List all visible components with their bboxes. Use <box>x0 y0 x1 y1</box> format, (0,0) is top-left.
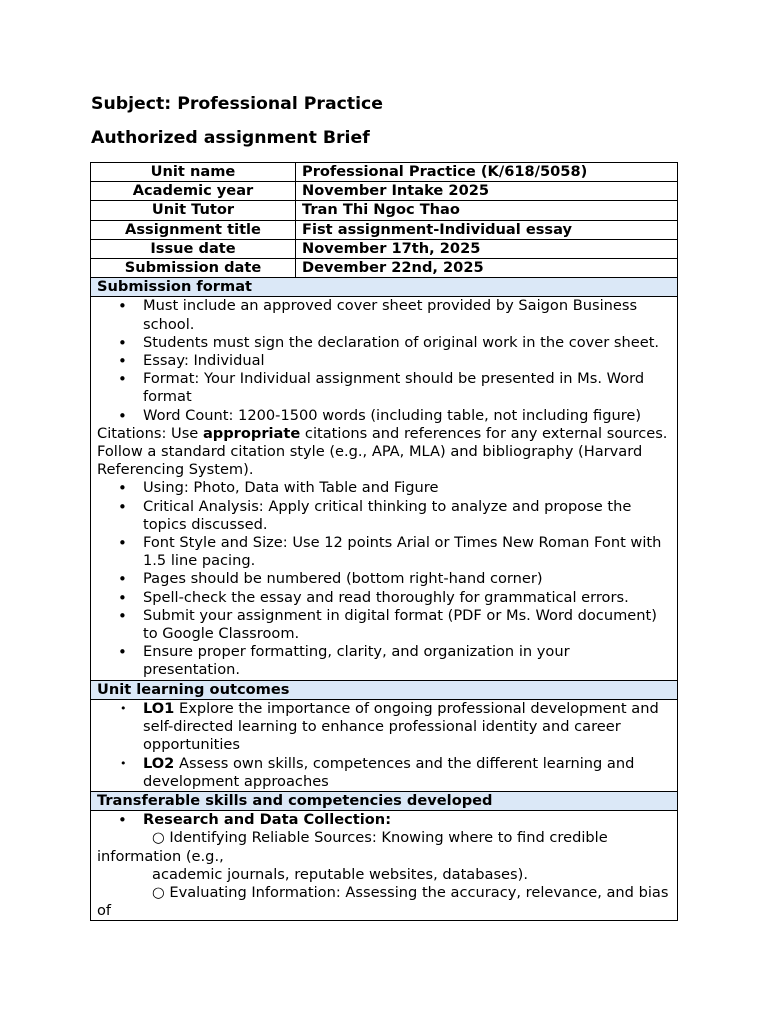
learning-outcomes-heading: Unit learning outcomes <box>91 680 678 699</box>
list-item <box>97 811 671 829</box>
lo2-text: Assess own skills, competences and the different learning and development approaches <box>143 754 635 790</box>
transferable-line-2: academic journals, reputable websites, databases). <box>152 865 528 883</box>
learning-outcomes-body-row <box>91 699 678 791</box>
learning-outcomes-body <box>91 699 678 791</box>
submission-date-label: Submission date <box>91 259 296 278</box>
transferable-list <box>97 811 671 829</box>
lo2-code: LO2 <box>143 754 175 772</box>
unit-name-label: Unit name <box>91 163 296 182</box>
transferable-line-1 <box>97 829 671 865</box>
brief-title: Authorized assignment Brief <box>91 128 370 148</box>
list-item-lo2 <box>97 755 671 791</box>
list-item: • Font Style and Size: Use 12 points Arial or Times New Roman Font with 1.5 line pacing. <box>97 534 671 570</box>
lo1-text: Explore the importance of ongoing professional development and self-directed learning to enhance professional identity and career opportunities <box>143 699 659 754</box>
submission-bullets-a <box>97 297 671 424</box>
submission-format-heading: Submission format <box>91 278 678 297</box>
submission-format-body-row <box>91 297 678 680</box>
row-unit-name <box>91 163 678 182</box>
academic-year-label: Academic year <box>91 182 296 201</box>
unit-name-value: Professional Practice (K/618/5058) <box>296 163 678 182</box>
subject-heading: Subject: Professional Practice <box>91 94 384 114</box>
transferable-header-row <box>91 791 678 810</box>
transferable-body-row <box>91 811 678 921</box>
row-academic-year <box>91 182 678 201</box>
list-item: • Essay: Individual <box>97 352 671 370</box>
learning-outcomes-list <box>97 700 671 791</box>
submission-bullets-b <box>97 479 671 679</box>
unit-tutor-label: Unit Tutor <box>91 201 296 220</box>
list-item: • Must include an approved cover sheet provided by Saigon Business school. <box>97 297 671 333</box>
submission-format-body <box>91 297 678 680</box>
issue-date-label: Issue date <box>91 239 296 258</box>
transferable-line-3 <box>97 884 671 920</box>
issue-date-value: November 17th, 2025 <box>296 239 678 258</box>
citations-bold: appropriate <box>202 424 301 442</box>
list-item: • Submit your assignment in digital format (PDF or Ms. Word document) to Google Classroom. <box>97 607 671 643</box>
transferable-line-3-text: ○ Evaluating Information: Assessing the accuracy, relevance, and bias of <box>97 883 669 920</box>
row-unit-tutor <box>91 201 678 220</box>
submission-format-header-row <box>91 278 678 297</box>
list-item: • Critical Analysis: Apply critical thinking to analyze and propose the topics discussed. <box>97 498 671 534</box>
list-item: • Spell-check the essay and read thoroughly for grammatical errors. <box>97 589 671 607</box>
citations-prefix: Citations: Use <box>97 424 203 442</box>
list-item: • Format: Your Individual assignment should be presented in Ms. Word format <box>97 370 671 406</box>
lo1-code: LO1 <box>143 699 175 717</box>
transferable-body <box>91 811 678 921</box>
learning-outcomes-header-row <box>91 680 678 699</box>
assignment-title-value: Fist assignment-Individual essay <box>296 220 678 239</box>
unit-tutor-value: Tran Thi Ngoc Thao <box>296 201 678 220</box>
academic-year-value: November Intake 2025 <box>296 182 678 201</box>
submission-date-value: Devember 22nd, 2025 <box>296 259 678 278</box>
row-assignment-title <box>91 220 678 239</box>
list-item-lo1 <box>97 700 671 755</box>
row-submission-date <box>91 259 678 278</box>
row-issue-date <box>91 239 678 258</box>
list-item: • Pages should be numbered (bottom right-hand corner) <box>97 570 671 588</box>
citations-suffix: citations and references for any external sources. Follow a standard citation style (e.g., APA, MLA) and bibliography (Harvard Referencing System). <box>97 424 668 479</box>
assignment-title-label: Assignment title <box>91 220 296 239</box>
transferable-heading: Transferable skills and competencies developed <box>91 791 678 810</box>
assignment-brief-table <box>90 162 678 921</box>
list-item: • Students must sign the declaration of original work in the cover sheet. <box>97 334 671 352</box>
list-item: • Using: Photo, Data with Table and Figure <box>97 479 671 497</box>
list-item: • Ensure proper formatting, clarity, and organization in your presentation. <box>97 643 671 679</box>
transferable-line-1-text: ○ Identifying Reliable Sources: Knowing where to find credible information (e.g., <box>97 829 608 865</box>
citations-paragraph <box>97 425 671 480</box>
list-item: • Word Count: 1200-1500 words (including table, not including figure) <box>97 407 671 425</box>
research-bullet: Research and Data Collection: <box>143 811 392 829</box>
